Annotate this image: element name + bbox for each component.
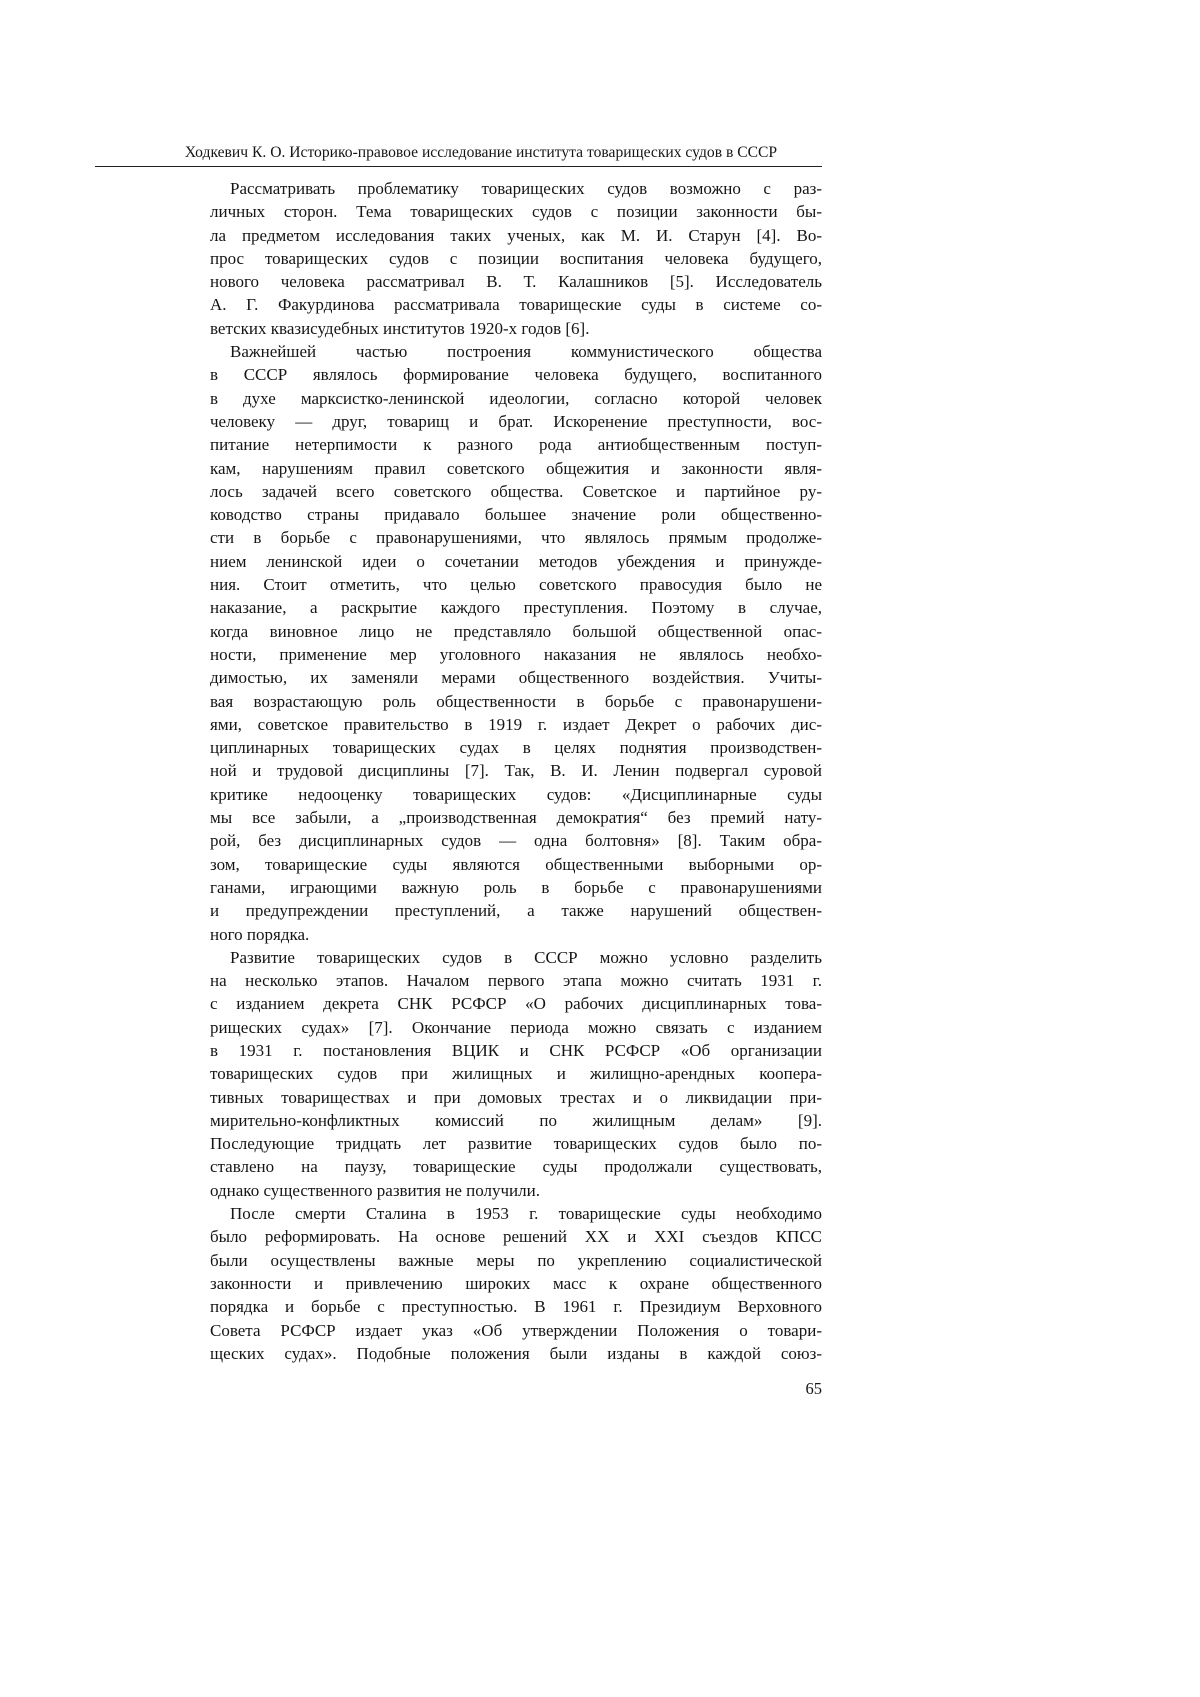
text-line: ганами, играющими важную роль в борьбе с правонарушениями [210, 877, 822, 897]
text-line: были осуществлены важные меры по укреплению социалистической [210, 1250, 822, 1270]
text-line: ководство страны придавало большее значение роли общественно- [210, 505, 822, 525]
text-line: А. Г. Факурдинова рассматривала товарищеские суды в системе со- [210, 295, 822, 315]
text-line: в СССР являлось формирование человека будущего, воспитанного [210, 365, 822, 385]
text-line: рой, без дисциплинарных судов — одна болтовня» [8]. Таким обра- [210, 831, 822, 851]
text-line: товарищеских судов при жилищных и жилищно-арендных коопера- [210, 1064, 822, 1084]
text-line: прос товарищеских судов с позиции воспитания человека будущего, [210, 248, 822, 268]
text-line: Совета РСФСР издает указ «Об утверждении Положения о товари- [210, 1320, 822, 1340]
text-line: на несколько этапов. Началом первого этапа можно считать 1931 г. [210, 971, 822, 991]
text-line: порядка и борьбе с преступностью. В 1961 г. Президиум Верховного [210, 1297, 822, 1317]
text-line: нового человека рассматривал В. Т. Калашников [5]. Исследователь [210, 272, 822, 292]
text-line: законности и привлечению широких масс к охране общественного [210, 1273, 822, 1293]
text-line: ветских квазисудебных институтов 1920-х годов [6]. [210, 318, 590, 338]
paragraph [210, 340, 822, 946]
text-line: ния. Стоит отметить, что целью советского правосудия было не [210, 575, 822, 595]
text-line: ла предметом исследования таких ученых, как М. И. Старун [4]. Во- [210, 225, 822, 245]
text-line: ности, применение мер уголовного наказания не являлось необхо- [210, 644, 822, 664]
text-line: Рассматривать проблематику товарищеских судов возможно с раз- [230, 179, 822, 198]
text-line: нием ленинской идеи о сочетании методов убеждения и принужде- [210, 551, 822, 571]
header-rule [95, 166, 822, 167]
text-line: наказание, а раскрытие каждого преступления. Поэтому в случае, [210, 598, 822, 618]
text-line: Важнейшей частью построения коммунистического общества [230, 342, 822, 362]
text-line: рищеских судах» [7]. Окончание периода можно связать с изданием [210, 1017, 822, 1037]
text-line: лось задачей всего советского общества. Советское и партийное ру- [210, 481, 822, 501]
text-line: кам, нарушениям правил советского общежития и законности явля- [210, 458, 822, 478]
text-line: ного порядка. [210, 924, 310, 944]
text-line: с изданием декрета СНК РСФСР «О рабочих дисциплинарных това- [210, 994, 822, 1014]
text-line: Развитие товарищеских судов в СССР можно условно разделить [230, 947, 822, 967]
text-line: и предупреждении преступлений, а также нарушений обществен- [210, 901, 822, 921]
text-line: тивных товариществах и при домовых трестах и о ликвидации при- [210, 1087, 822, 1107]
text-line: критике недооценку товарищеских судов: «Дисциплинарные суды [210, 784, 822, 804]
text-line: циплинарных товарищеских судах в целях поднятия производствен- [210, 738, 822, 758]
paragraph [210, 1202, 822, 1365]
paragraph [210, 177, 822, 340]
body-text [210, 177, 822, 1365]
text-line: ной и трудовой дисциплины [7]. Так, В. И. Ленин подвергал суровой [210, 761, 822, 781]
text-line: личных сторон. Тема товарищеских судов с позиции законности бы- [210, 202, 822, 222]
text-line: мирительно-конфликтных комиссий по жилищным делам» [9]. [210, 1110, 822, 1130]
text-line: Последующие тридцать лет развитие товарищеских судов было по- [210, 1134, 822, 1154]
text-line: сти в борьбе с правонарушениями, что являлось прямым продолже- [210, 528, 822, 548]
text-line: зом, товарищеские суды являются общественными выборными ор- [210, 854, 822, 874]
text-line: димостью, их заменяли мерами общественного воздействия. Учиты- [210, 668, 822, 688]
text-line: мы все забыли, а „производственная демократия“ без премий нату- [210, 808, 822, 828]
text-line: когда виновное лицо не представляло большой общественной опас- [210, 621, 822, 641]
text-line: ставлено на паузу, товарищеские суды продолжали существовать, [210, 1157, 822, 1177]
paragraph [210, 946, 822, 1202]
text-line: человеку — друг, товарищ и брат. Искоренение преступности, вос- [210, 411, 822, 431]
running-head: Ходкевич К. О. Историко-правовое исследование института товарищеских судов в СССР [184, 144, 778, 161]
text-line: в 1931 г. постановления ВЦИК и СНК РСФСР «Об организации [210, 1040, 822, 1060]
text-line: однако существенного развития не получили. [210, 1180, 540, 1200]
text-line: ями, советское правительство в 1919 г. издает Декрет о рабочих дис- [210, 714, 822, 734]
text-line: щеских судах». Подобные положения были изданы в каждой союз- [210, 1343, 822, 1363]
text-line: в духе марксистко-ленинской идеологии, согласно которой человек [210, 388, 822, 408]
text-line: После смерти Сталина в 1953 г. товарищеские суды необходимо [230, 1204, 822, 1224]
text-line: было реформировать. На основе решений XX и XXI съездов КПСС [210, 1227, 822, 1247]
text-line: вая возрастающую роль общественности в борьбе с правонарушени- [210, 691, 822, 711]
page-number: 65 [805, 1379, 822, 1398]
text-line: питание нетерпимости к разного рода антиобщественным поступ- [210, 435, 822, 455]
